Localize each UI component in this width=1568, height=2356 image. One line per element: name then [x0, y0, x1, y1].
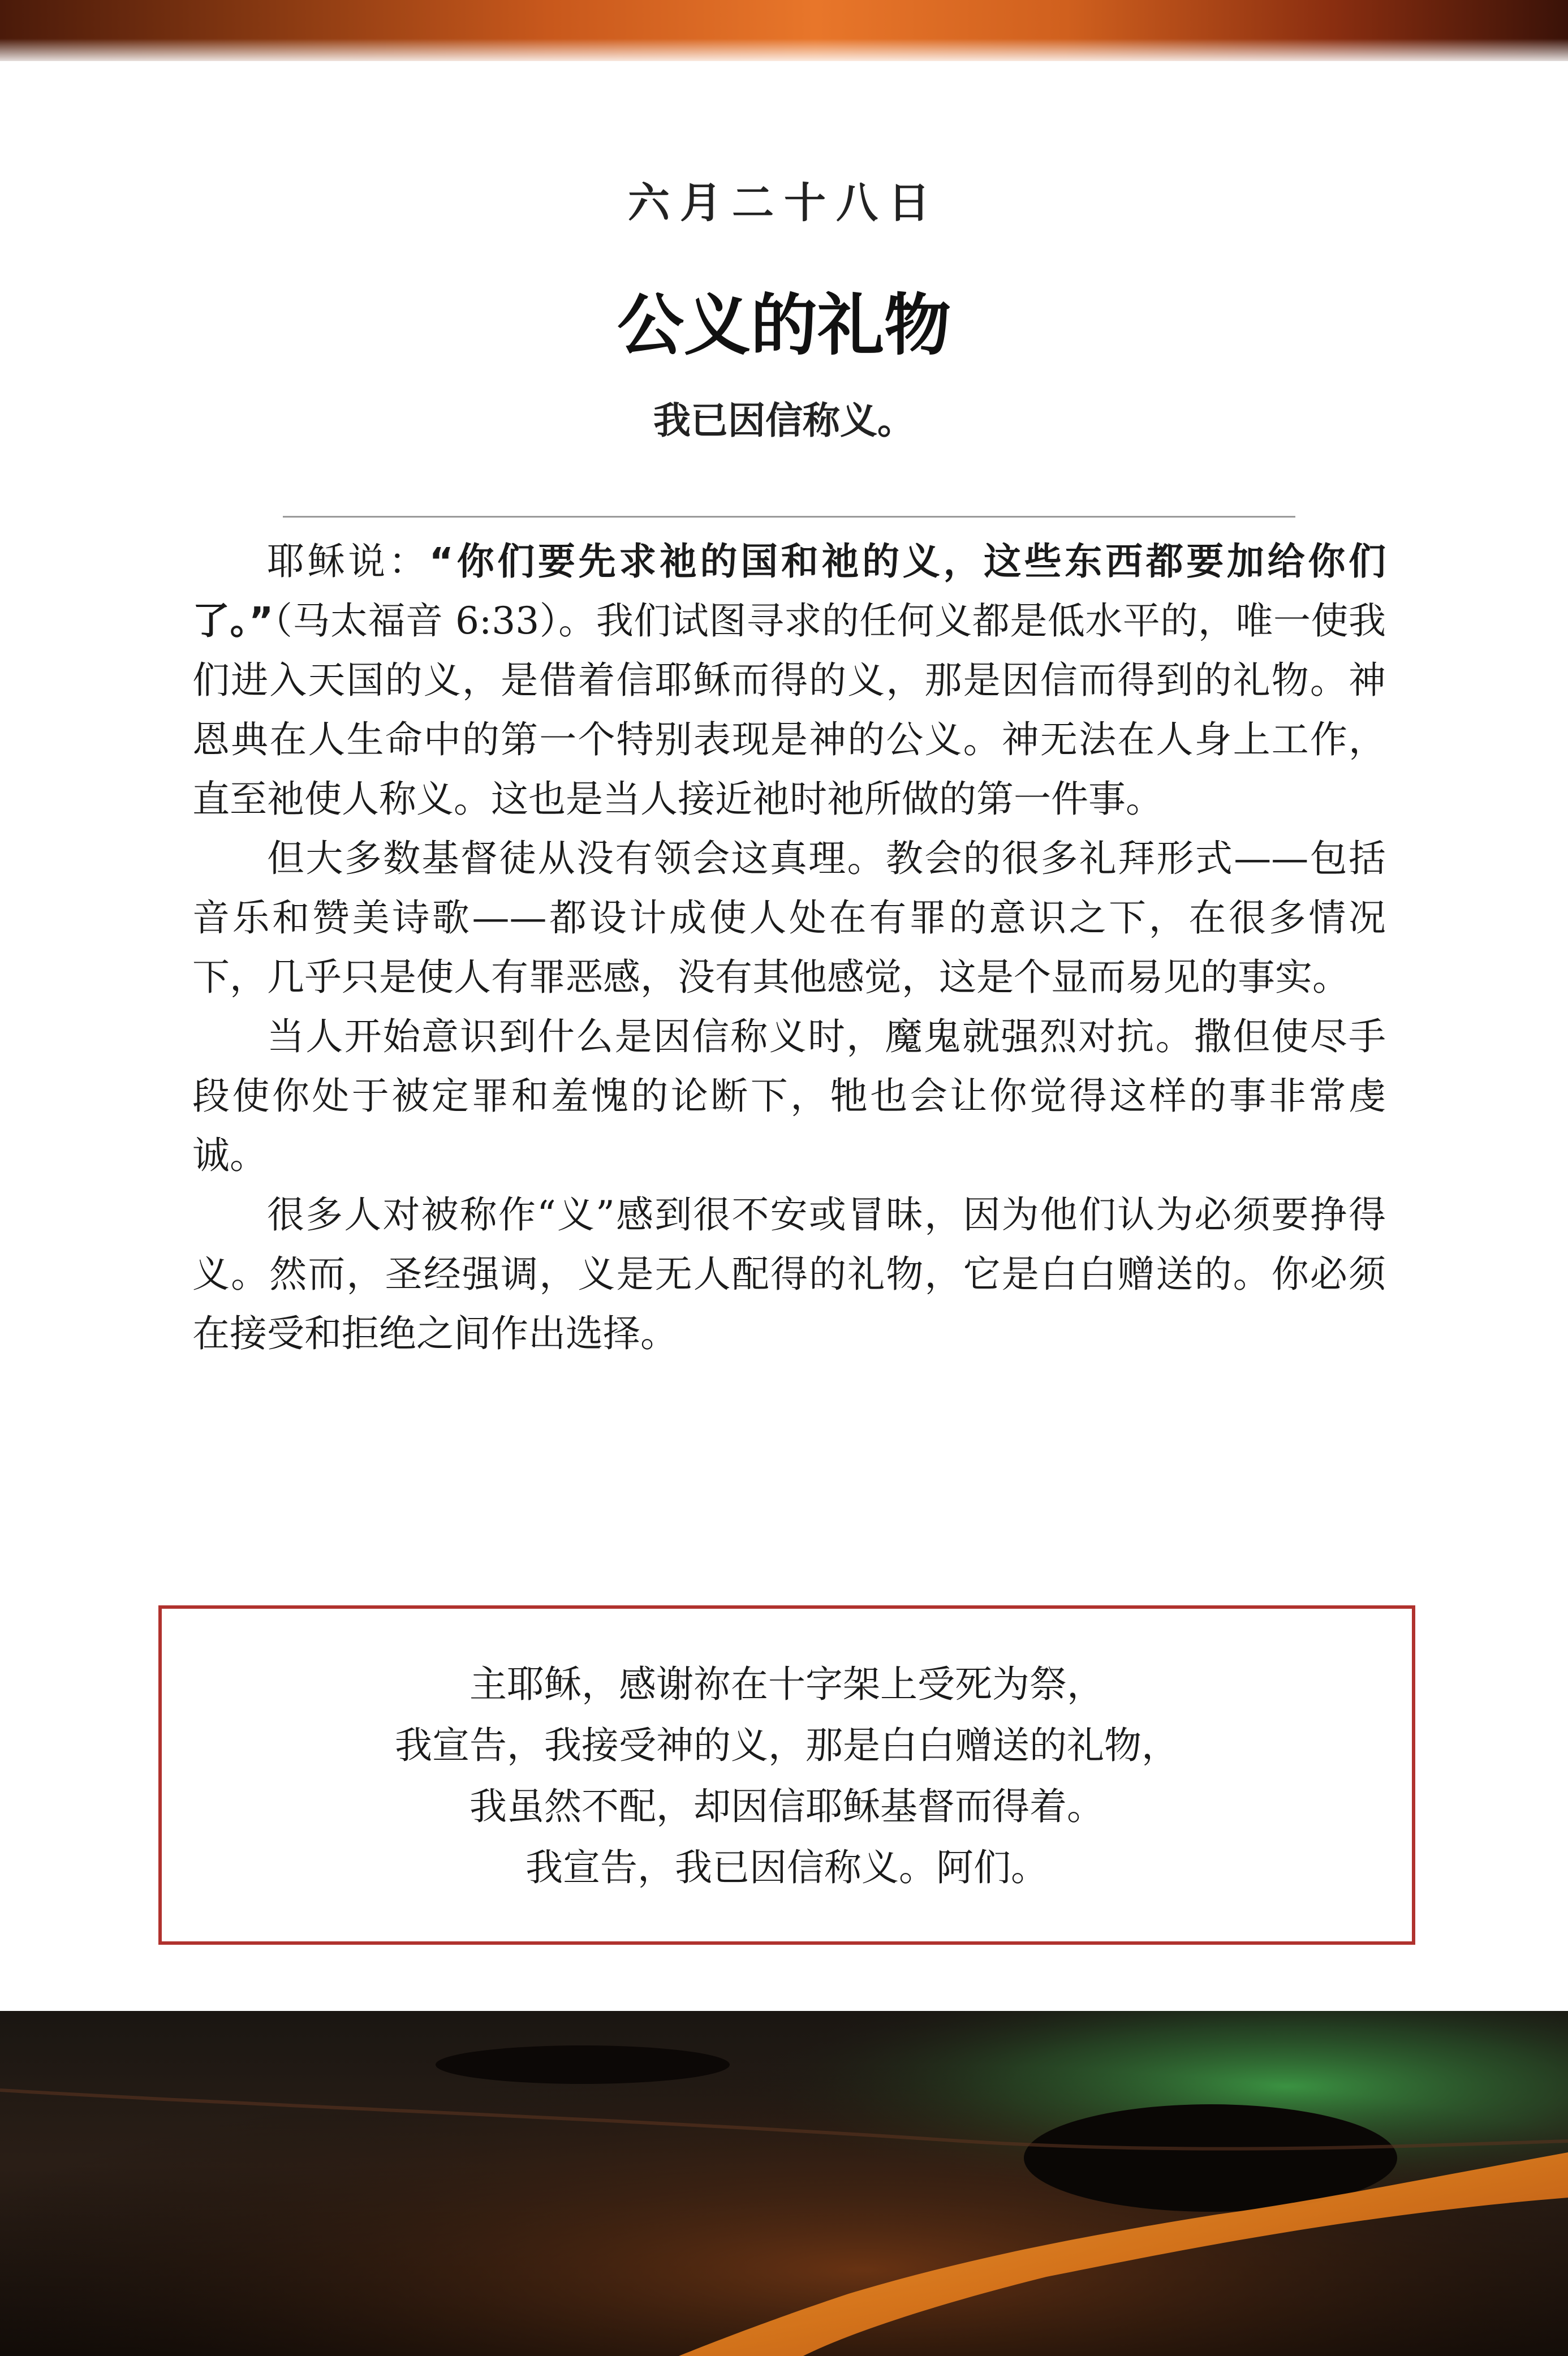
key-verse-subtitle: 我已因信称义。 [653, 398, 915, 442]
paragraph-2: 但大多数基督徒从没有领会这真理。教会的很多礼拜形式——包括音乐和赞美诗歌——都设计成使人处在有罪的意识之下，在很多情况下，几乎只是使人有罪恶感，没有其他感觉，这是个显而易见的事实。 [192, 837, 1386, 999]
prayer-line-4: 我宣告，我已因信称义。阿们。 [525, 1846, 1048, 1889]
title-divider [283, 516, 1295, 518]
date-heading: 六月二十八日 [628, 179, 940, 227]
prayer-box [158, 1605, 1415, 1945]
paragraph-1-rest: （马太福音 6:33）。我们试图寻求的任何义都是低水平的，唯一使我们进入天国的义，是借着信耶稣而得的义，那是因信而得到的礼物。神恩典在人生命中的第一个特别表现是神的公义。神无法在人身上工作，直至祂使人称义。这也是当人接近祂时祂所做的第一件事。 [192, 599, 1386, 821]
prayer-line-3: 我虽然不配，却因信耶稣基督而得着。 [469, 1785, 1104, 1828]
page-title: 公义的礼物 [617, 286, 951, 364]
paragraph-1 [192, 532, 1386, 829]
scripture-quote: “你们要先求祂的国和祂的义，这些东西都要加给你们了。” [192, 540, 1386, 643]
paragraph-1-intro: 耶稣说： [267, 540, 429, 583]
prayer-line-1: 主耶稣，感谢祢在十字架上受死为祭， [469, 1662, 1104, 1706]
devotional-body [192, 532, 1386, 1363]
landscape-scene-image [0, 2011, 1568, 2356]
paragraph-4: 很多人对被称作“义”感到很不安或冒昧，因为他们认为必须要挣得义。然而，圣经强调，义是无人配得的礼物，它是白白赠送的。你必须在接受和拒绝之间作出选择。 [192, 1193, 1386, 1355]
sunset-header-band [0, 0, 1568, 61]
prayer-line-2: 我宣告，我接受神的义，那是白白赠送的礼物， [395, 1724, 1179, 1767]
paragraph-3: 当人开始意识到什么是因信称义时，魔鬼就强烈对抗。撒但使尽手段使你处于被定罪和羞愧的论断下，牠也会让你觉得这样的事非常虔诚。 [192, 1015, 1386, 1177]
